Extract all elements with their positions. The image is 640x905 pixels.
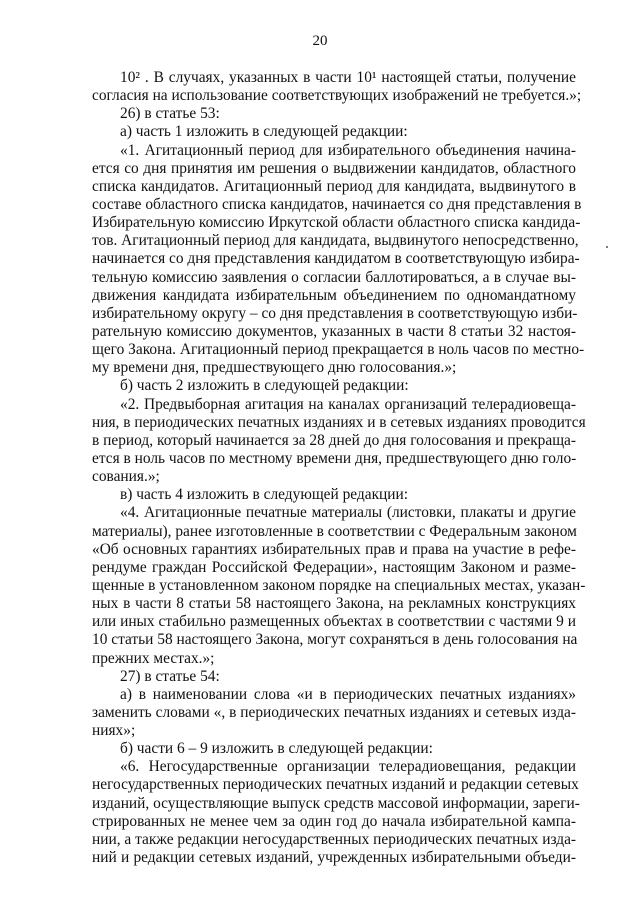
text-line: согласия на использование соответствующих изображений не требуется.»; (92, 87, 582, 105)
text-line: заменить словами «, в периодических печатных изданиях и сетевых изда- (92, 703, 576, 721)
text-line: а) в наименовании слова «и в периодических печатных изданиях» (120, 685, 576, 703)
text-line: начинается со дня представления кандидатом в соответствующую избира- (92, 250, 580, 268)
text-line: «1. Агитационный период для избирательного объединения начина- (120, 141, 576, 159)
text-line: негосударственных периодических печатных изданий и редакции сетевых (92, 776, 579, 794)
text-line: нии, а также редакции негосударственных периодических печатных изда- (92, 830, 577, 848)
text-line: тельную комиссию заявления о согласии баллотироваться, а в случае вы- (92, 268, 576, 286)
text-line: «6. Негосударственные организации телерадиовещания, редакции (120, 758, 576, 776)
text-line: ется со дня принятия им решения о выдвижении кандидатов, областного (92, 159, 576, 177)
text-line: движения кандидата избирательным объединением по одномандатному (92, 286, 576, 304)
text-line: материалы), ранее изготовленные в соответствии с Федеральным законом (92, 522, 577, 540)
text-line: му времени дня, предшествующего дню голосования.»; (92, 359, 457, 377)
text-line: или иных стабильно размещенных объектах в соответствии с частями 9 и (92, 613, 576, 631)
text-line: сования.»; (92, 468, 160, 486)
text-line: «Об основных гарантиях избирательных прав и права на участие в рефе- (92, 540, 576, 558)
text-line: изданий, осуществляющие выпуск средств массовой информации, зареги- (92, 794, 580, 812)
text-line: 10 статьи 58 настоящего Закона, могут сохраняться в день голосования на (92, 631, 578, 649)
text-line: ний и редакции сетевых изданий, учрежденных избирательными объеди- (92, 849, 576, 867)
text-line: 27) в статье 54: (120, 667, 220, 685)
text-line: в) часть 4 изложить в следующей редакции: (120, 486, 409, 504)
text-line: в период, который начинается за 28 дней до дня голосования и прекраща- (92, 431, 576, 449)
page-number: 20 (312, 33, 328, 49)
text-line: Избирательную комиссию Иркутской области областного списка кандидa- (92, 214, 581, 232)
text-line: 26) в статье 53: (120, 105, 220, 123)
document-body (92, 69, 586, 867)
text-line: б) части 6 – 9 изложить в следующей редакции: (120, 740, 433, 758)
text-line: 10² . В случаях, указанных в части 10¹ настоящей статьи, получение (120, 69, 576, 86)
text-line: «4. Агитационные печатные материалы (листовки, плакаты и другие (120, 504, 576, 522)
text-line: прежних местах.»; (92, 649, 215, 667)
text-line: стрированных не менее чем за один год до начала избирательной кампа- (92, 812, 576, 830)
text-line: ния, в периодических печатных изданиях и в сетевых изданиях проводится (92, 413, 586, 431)
text-line: «2. Предвыборная агитация на каналах организаций телерадиовеща- (120, 395, 576, 413)
text-line: ных в части 8 статьи 58 настоящего Закона, на рекламных конструкциях (92, 595, 576, 613)
text-line: а) часть 1 изложить в следующей редакции: (120, 123, 408, 141)
text-line: рательную комиссию документов, указанных в части 8 статьи 32 настоя- (92, 322, 576, 340)
text-line: составе областного списка кандидатов, начинается со дня представления в (92, 195, 582, 213)
text-line: рендуме граждан Российской Федерации», настоящим Законом и разме- (92, 558, 576, 576)
text-line: тов. Агитационный период для кандидата, выдвинутого непосредственно, (92, 232, 579, 250)
text-line: щего Закона. Агитационный период прекращается в ноль часов по местно- (92, 341, 585, 359)
scan-speck (606, 246, 608, 248)
text-line: ниях»; (92, 722, 136, 740)
text-line: б) часть 2 изложить в следующей редакции: (120, 377, 409, 395)
text-line: списка кандидатов. Агитационный период для кандидата, выдвинутого в (92, 177, 576, 195)
text-line: щенные в установленном законом порядке на специальных местах, указан- (92, 576, 586, 594)
text-line: ется в ноль часов по местному времени дня, предшествующего дню голо- (92, 449, 577, 467)
text-line: избирательному округу – со дня представления в соответствующую изби- (92, 304, 578, 322)
